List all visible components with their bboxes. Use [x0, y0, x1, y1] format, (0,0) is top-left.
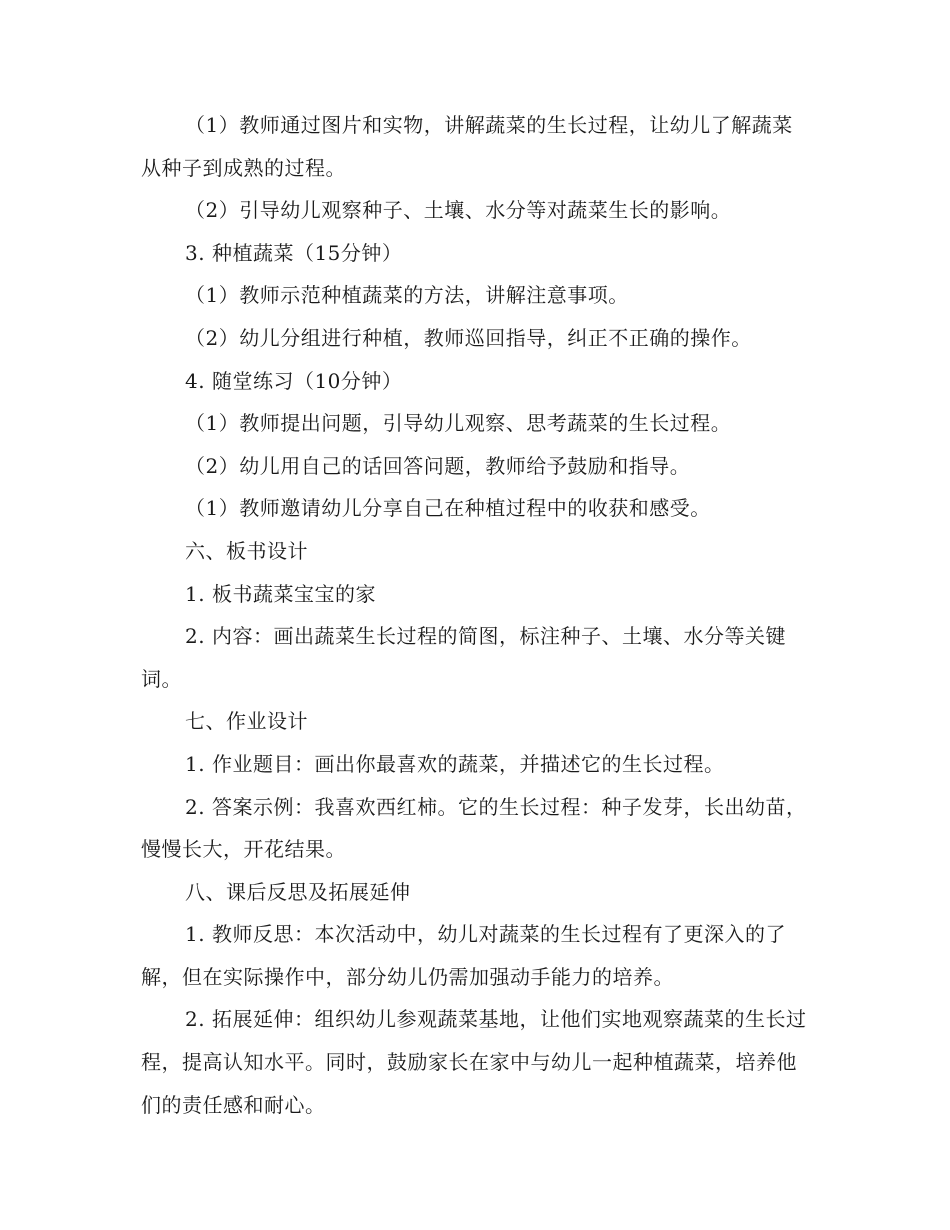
section-heading-reflection: 八、课后反思及拓展延伸 — [185, 879, 411, 904]
paragraph-planting-step-1: （1）教师示范种植蔬菜的方法，讲解注意事项。 — [185, 283, 629, 308]
section-heading-homework: 七、作业设计 — [185, 709, 308, 734]
paragraph-practice-step-1: （1）教师提出问题，引导幼儿观察、思考蔬菜的生长过程。 — [185, 411, 732, 436]
paragraph-practice-step-2: （2）幼儿用自己的话回答问题，教师给予鼓励和指导。 — [185, 453, 691, 478]
document-body — [141, 104, 809, 1126]
paragraph-intro-step-2: （2）引导幼儿观察种子、土壤、水分等对蔬菜生长的影响。 — [185, 198, 732, 223]
paragraph-homework-answer: 2. 答案示例：我喜欢西红柿。它的生长过程：种子发芽，长出幼苗，慢慢长大，开花结果。 — [141, 794, 807, 862]
paragraph-homework-question: 1. 作业题目：画出你最喜欢的蔬菜，并描述它的生长过程。 — [185, 751, 725, 776]
paragraph-planting-step-2: （2）幼儿分组进行种植，教师巡回指导，纠正不正确的操作。 — [185, 325, 752, 350]
heading-planting: 3. 种植蔬菜（15分钟） — [185, 240, 403, 265]
heading-practice: 4. 随堂练习（10分钟） — [185, 368, 403, 393]
paragraph-blackboard-content: 2. 内容：画出蔬菜生长过程的简图，标注种子、土壤、水分等关键词。 — [141, 624, 786, 691]
paragraph-intro-step-1: （1）教师通过图片和实物，讲解蔬菜的生长过程，让幼儿了解蔬菜从种子到成熟的过程。 — [141, 113, 793, 180]
paragraph-share-step: （1）教师邀请幼儿分享自己在种植过程中的收获和感受。 — [185, 496, 711, 521]
paragraph-blackboard-title: 1. 板书蔬菜宝宝的家 — [185, 581, 376, 606]
paragraph-extension: 2. 拓展延伸：组织幼儿参观蔬菜基地，让他们实地观察蔬菜的生长过程，提高认知水平。同时，鼓励家长在家中与幼儿一起种植蔬菜，培养他们的责任感和耐心。 — [141, 1007, 807, 1117]
paragraph-teacher-reflection: 1. 教师反思：本次活动中，幼儿对蔬菜的生长过程有了更深入的了解，但在实际操作中，部分幼儿仍需加强动手能力的培养。 — [141, 922, 786, 989]
section-heading-blackboard: 六、板书设计 — [185, 538, 308, 563]
